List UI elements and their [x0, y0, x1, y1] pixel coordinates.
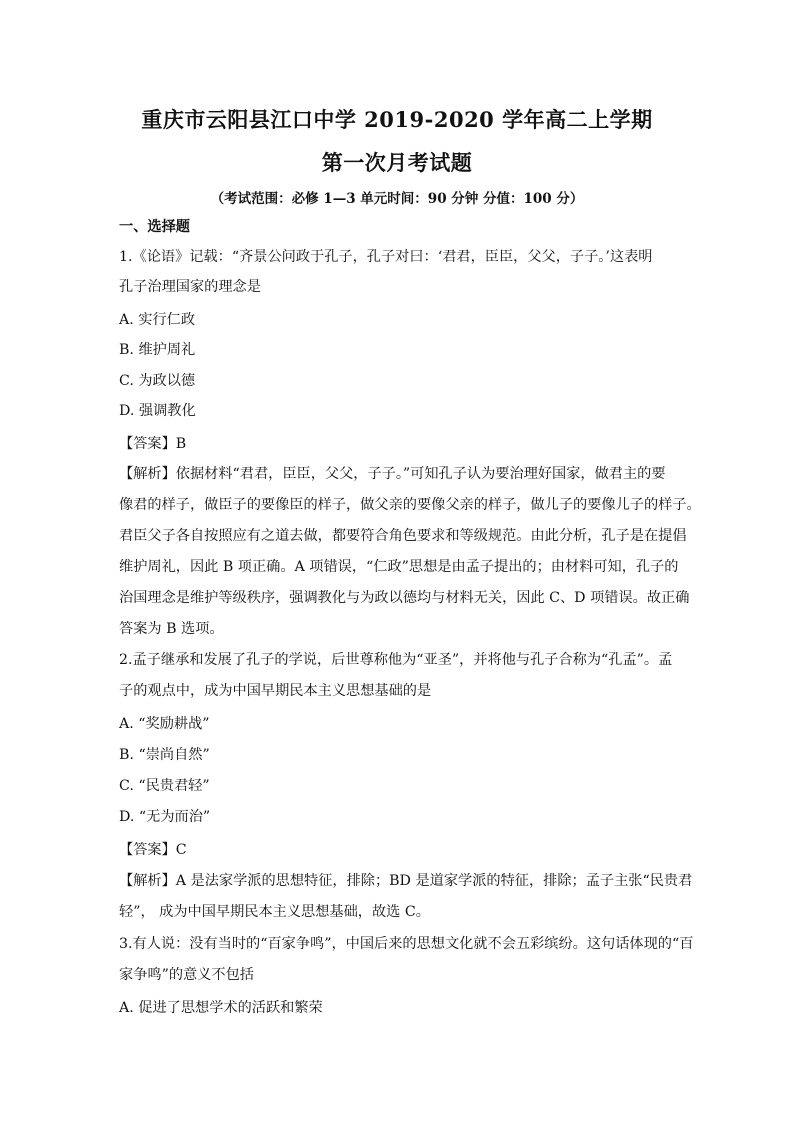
question-1-option-d: D. 强调教化 — [119, 403, 196, 419]
question-1-analysis-line: 维护周礼，因此 B 项正确。A 项错误，“仁政”思想是由孟子提出的；由材料可知，孔子的 — [119, 559, 679, 575]
question-2-analysis-line: 轻”， 成为中国早期民本主义思想基础，故选 C。 — [119, 904, 430, 920]
question-1-option-b: B. 维护周礼 — [119, 342, 196, 358]
question-3-stem: 3.有人说：没有当时的“百家争鸣”，中国后来的思想文化就不会五彩缤纷。这句话体现的“百 — [119, 936, 694, 952]
question-2-stem-cont: 子的观点中，成为中国早期民本主义思想基础的是 — [119, 683, 432, 699]
exam-scope-subtitle: （考试范围：必修 1—3 单元时间：90 分钟 分值：100 分） — [210, 191, 584, 207]
question-1-analysis-line: 治国理念是维护等级秩序，强调教化与为政以德均与材料无关，因此 C、D 项错误。故正确 — [119, 590, 690, 606]
question-1-answer: 【答案】B — [119, 436, 187, 452]
question-1-analysis-line: 像君的样子，做臣子的要像臣的样子，做父亲的要像父亲的样子，做儿子的要像儿子的样子。 — [119, 497, 701, 513]
question-1-stem-cont: 孔子治理国家的理念是 — [119, 279, 261, 295]
question-1-option-c: C. 为政以德 — [119, 373, 196, 389]
question-1-analysis-line: 答案为 B 选项。 — [119, 621, 224, 637]
document-title-line-1: 重庆市云阳县江口中学 2019-2020 学年高二上学期 — [141, 107, 653, 132]
section-heading: 一、选择题 — [119, 219, 190, 235]
document-title-line-2: 第一次月考试题 — [321, 150, 473, 175]
question-2-answer: 【答案】C — [119, 842, 187, 858]
question-2-option-d: D. “无为而治” — [119, 809, 211, 825]
question-2-option-b: B. “崇尚自然” — [119, 747, 210, 763]
question-2-analysis-line: 【解析】A 是法家学派的思想特征，排除；BD 是道家学派的特征，排除；孟子主张“民贵君 — [119, 873, 693, 889]
question-3-stem-cont: 家争鸣”的意义不包括 — [119, 967, 254, 983]
question-2-stem: 2.孟子继承和发展了孔子的学说，后世尊称他为“亚圣”，并将他与孔子合称为“孔孟”。孟 — [119, 652, 673, 668]
question-1-analysis-line: 【解析】依据材料“君君，臣臣，父父，子子。”可知孔子认为要治理好国家，做君主的要 — [119, 466, 666, 482]
question-2-option-a: A. “奖励耕战” — [119, 716, 210, 732]
question-1-analysis-line: 君臣父子各自按照应有之道去做，都要符合角色要求和等级规范。由此分析，孔子是在提倡 — [119, 528, 687, 544]
question-1-stem: 1.《论语》记载：“齐景公问政于孔子，孔子对曰：‘君君，臣臣，父父，子子。’这表明 — [119, 249, 653, 265]
question-1-option-a: A. 实行仁政 — [119, 312, 196, 328]
question-3-option-a: A. 促进了思想学术的活跃和繁荣 — [119, 1000, 323, 1016]
question-2-option-c: C. “民贵君轻” — [119, 778, 210, 794]
